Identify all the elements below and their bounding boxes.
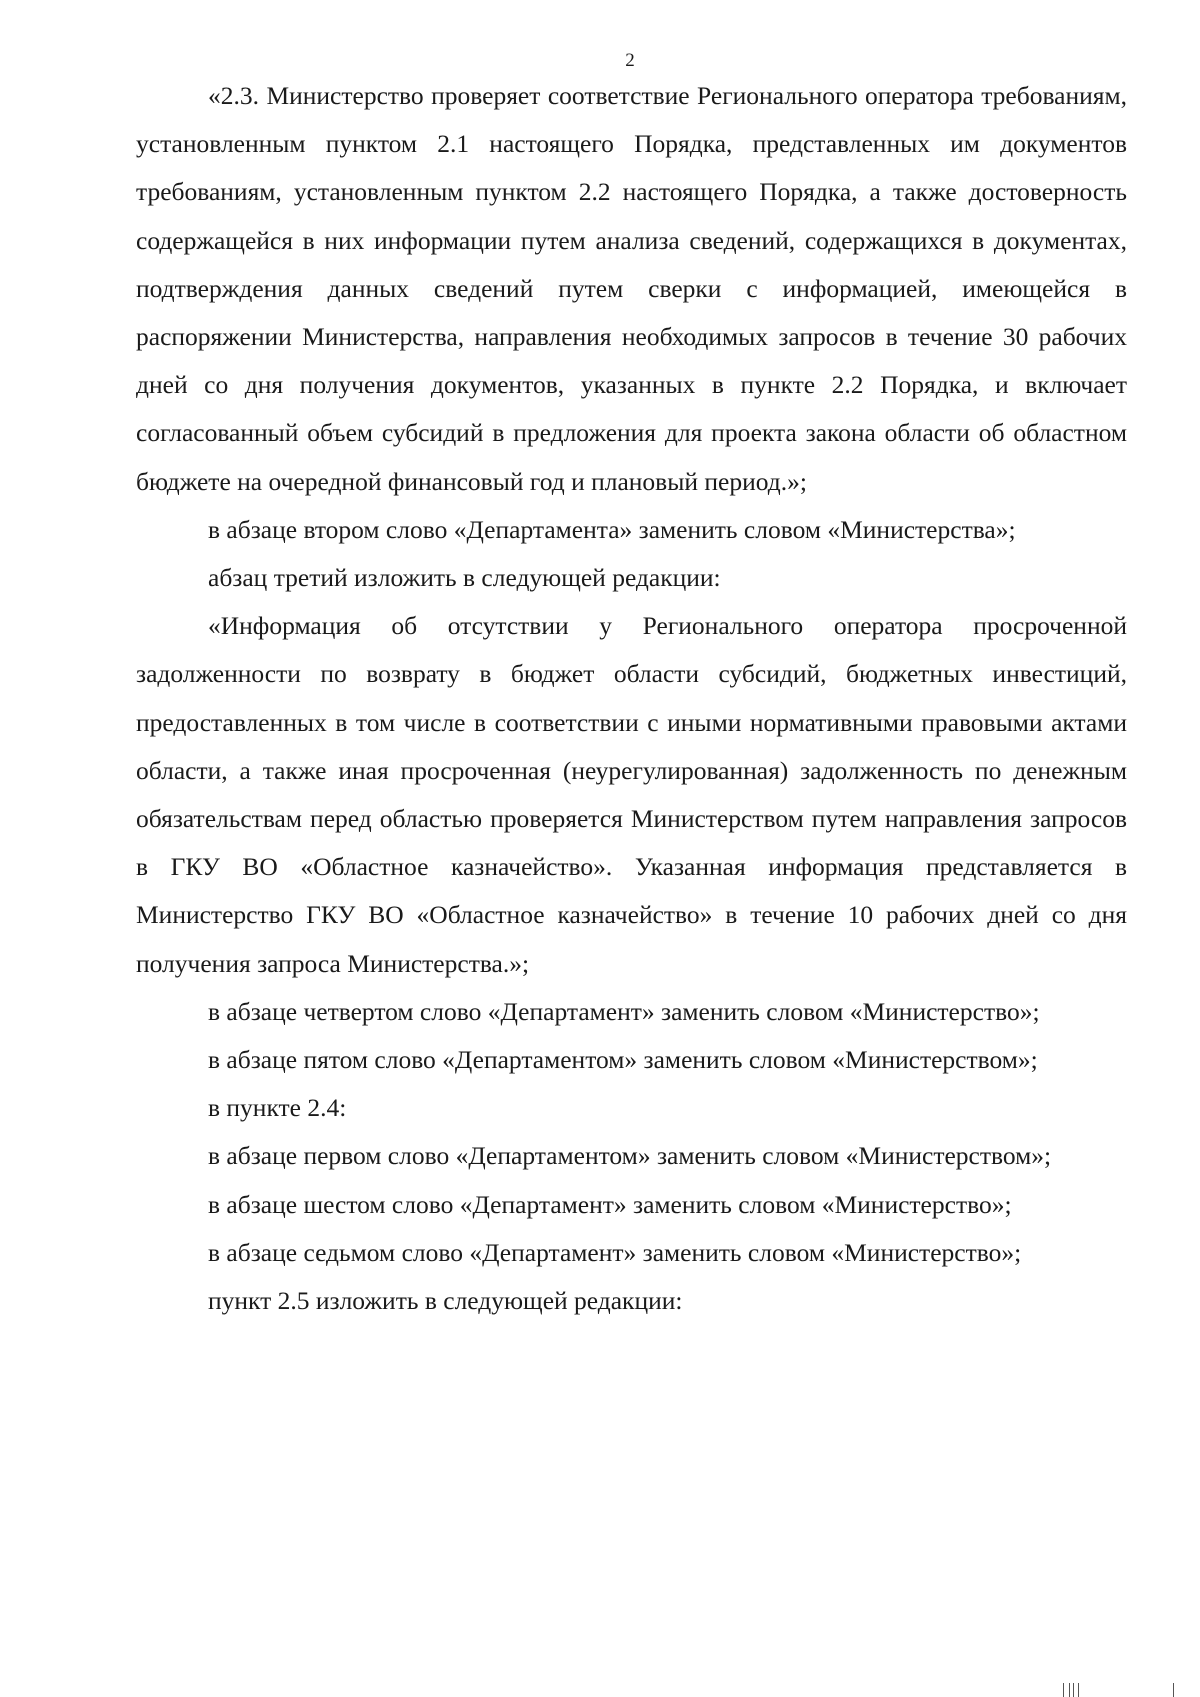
paragraph-amend-seventh: в абзаце седьмом слово «Департамент» заменить словом «Министерство»; (208, 1237, 1022, 1267)
paragraph-debt-information: «Информация об отсутствии у Регионального оператора просроченной задолженности по возврату в бюджет области субсидий, бюджетных инвестиций, предоставленных в том числе в соответствии с иными нормативными правовыми актами области, а также иная просроченная (неурегулированная) задолженность по денежным обязательствам перед областью проверяется Министерством путем направления запросов в ГКУ ВО «Областное казначейство». Указанная информация представляется в Министерство ГКУ ВО «Областное казначейство» в течение 10 рабочих дней со дня получения запроса Министерства.»; (136, 611, 1127, 978)
paragraph-amend-fifth: в абзаце пятом слово «Департаментом» заменить словом «Министерством»; (208, 1045, 1038, 1075)
paragraph-amend-first: в абзаце первом слово «Департаментом» заменить словом «Министерством»; (208, 1141, 1052, 1171)
paragraph-amend-sixth: в абзаце шестом слово «Департамент» заменить словом «Министерство»; (208, 1189, 1012, 1219)
document-body (136, 72, 1127, 1325)
paragraph-amend-second: в абзаце втором слово «Департамента» заменить словом «Министерства»; (208, 514, 1016, 544)
paragraph-clause-2-3: «2.3. Министерство проверяет соответствие Регионального оператора требованиям, установленным пунктом 2.1 настоящего Порядка, представленных им документов требованиям, установленным пунктом 2.2 настоящего Порядка, а также достоверность содержащейся в них информации путем анализа сведений, содержащихся в документах, подтверждения данных сведений путем сверки с информацией, имеющейся в распоряжении Министерства, направления необходимых запросов в течение 30 рабочих дней со дня получения документов, указанных в пункте 2.2 Порядка, и включает согласованный объем субсидий в предложения для проекта закона области об областном бюджете на очередной финансовый год и плановый период.»; (136, 81, 1127, 496)
scan-edge-marks (1063, 1678, 1183, 1697)
paragraph-amend-third-intro: абзац третий изложить в следующей редакции: (208, 563, 721, 593)
paragraph-clause-2-5-intro: пункт 2.5 изложить в следующей редакции: (208, 1286, 683, 1316)
paragraph-amend-fourth: в абзаце четвертом слово «Департамент» заменить словом «Министерство»; (208, 996, 1040, 1026)
paragraph-clause-2-4: в пункте 2.4: (208, 1093, 347, 1123)
page-number: 2 (625, 50, 635, 71)
